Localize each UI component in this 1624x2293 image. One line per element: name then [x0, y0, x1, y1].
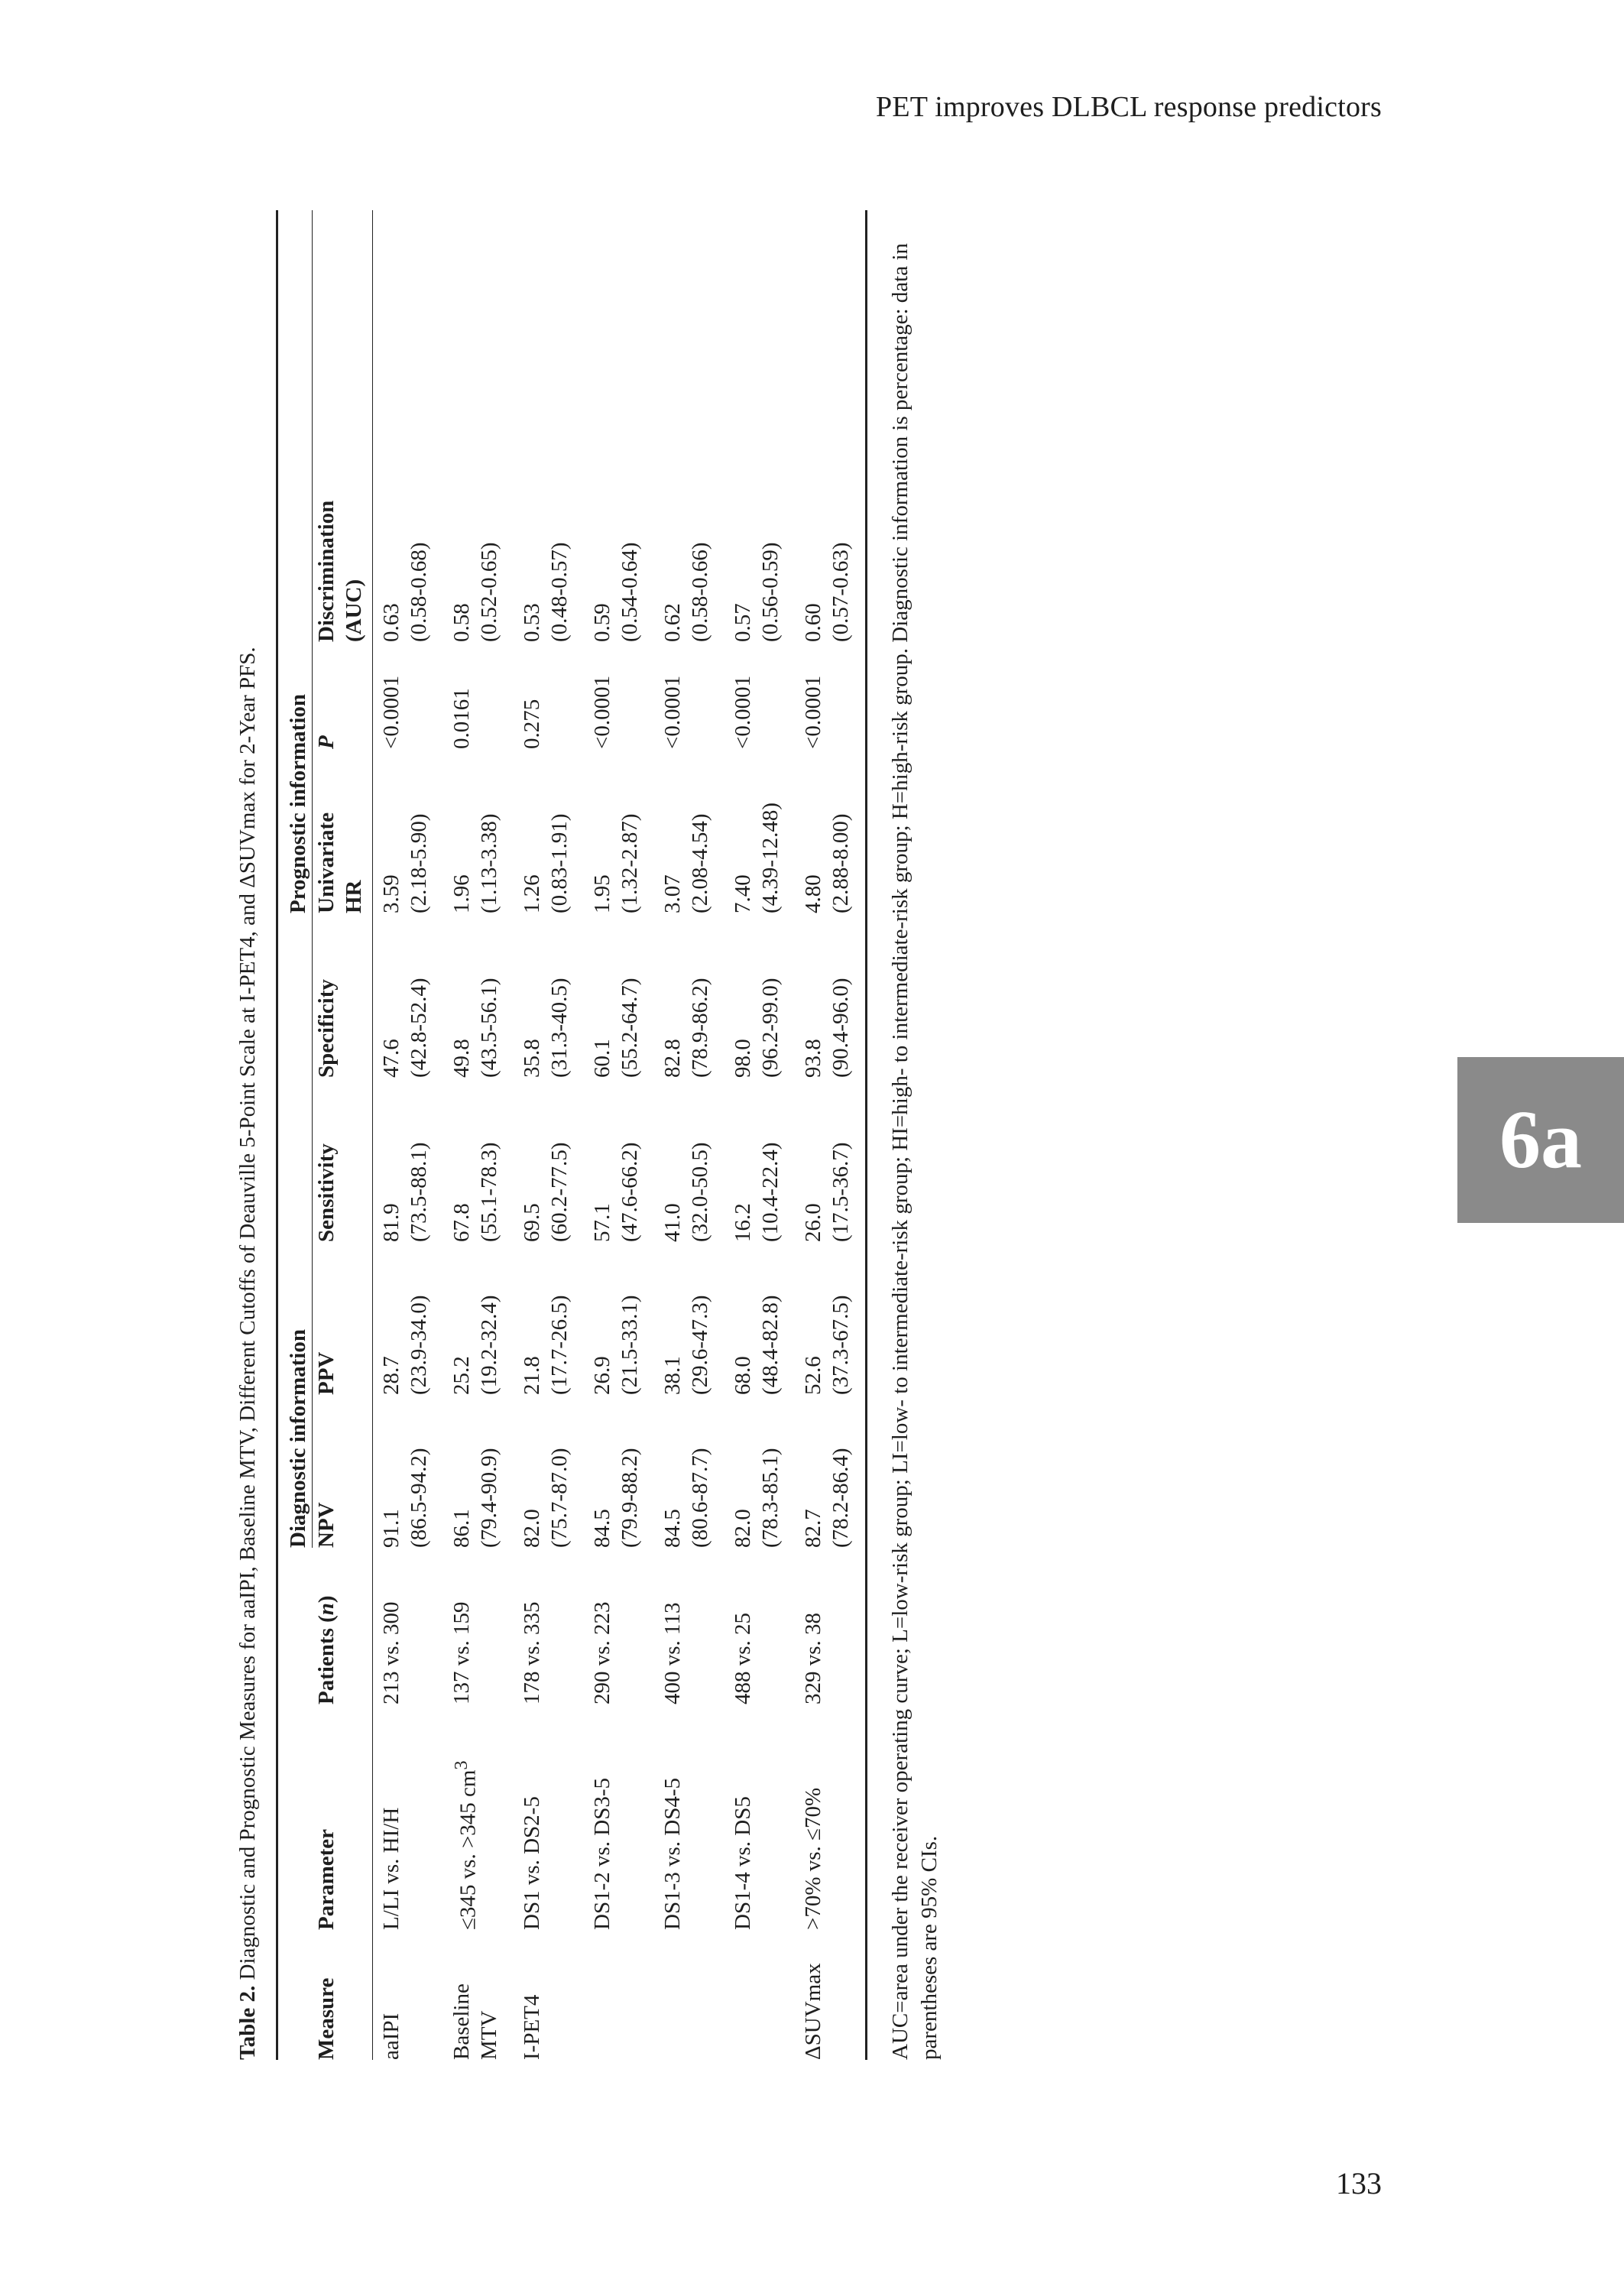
chapter-tab: 6a	[1457, 1057, 1624, 1223]
cell-ppv	[514, 1242, 584, 1395]
group-header-row	[277, 210, 313, 2060]
cell-measure: aaIPI	[379, 2012, 404, 2060]
specificity-value: 47.6	[379, 1039, 404, 1078]
col-header-patients-prefix: Patients (	[313, 1615, 339, 1704]
cell-npv	[654, 1395, 724, 1548]
cell-specificity	[514, 913, 584, 1078]
cell-patients: 488 vs. 25	[731, 1612, 755, 1704]
hr-ci: (2.88-8.00)	[828, 813, 853, 913]
hr-ci: (2.18-5.90)	[407, 813, 431, 913]
cell-patients: 213 vs. 300	[379, 1601, 404, 1704]
hr-value: 7.40	[731, 874, 755, 913]
sensitivity-value: 67.8	[449, 1203, 474, 1242]
table-caption-text: Diagnostic and Prognostic Measures for aaIPI, Baseline MTV, Different Cutoffs of Deauville 5-Point Scale at I-PET4, and ΔSUVmax for 2-Year PFS.	[235, 647, 260, 1986]
sensitivity-value: 16.2	[731, 1203, 755, 1242]
cell-patients: 400 vs. 113	[660, 1602, 685, 1704]
cell-npv	[373, 1395, 444, 1548]
specificity-ci: (31.3-40.5)	[547, 978, 572, 1078]
auc-ci: (0.52-0.65)	[477, 542, 501, 642]
sensitivity-ci: (10.4-22.4)	[758, 1142, 783, 1242]
cell-hr	[584, 749, 654, 913]
ppv-value: 25.2	[449, 1356, 474, 1395]
sensitivity-value: 26.0	[801, 1203, 825, 1242]
col-header-ppv: PPV	[314, 1351, 339, 1395]
col-header-p	[313, 642, 373, 749]
cell-parameter	[443, 1704, 514, 1930]
auc-value: 0.62	[660, 603, 685, 642]
col-header-measure: Measure	[313, 1977, 339, 2060]
col-header-auc-line1: Discrimination	[314, 500, 339, 642]
ppv-ci: (48.4-82.8)	[758, 1295, 783, 1395]
cell-auc	[795, 210, 867, 642]
specificity-ci: (96.2-99.0)	[758, 978, 783, 1078]
auc-ci: (0.54-0.64)	[618, 542, 642, 642]
table-row	[724, 210, 795, 2060]
npv-ci: (78.2-86.4)	[828, 1448, 853, 1548]
cell-npv	[584, 1395, 654, 1548]
cell-auc	[373, 210, 444, 642]
ppv-ci: (17.7-26.5)	[547, 1295, 572, 1395]
cell-npv	[514, 1395, 584, 1548]
auc-value: 0.60	[801, 603, 825, 642]
col-header-hr	[313, 749, 373, 913]
cell-parameter: DS1 vs. DS2-5	[520, 1796, 544, 1930]
cell-measure: Baseline MTV	[449, 1983, 501, 2060]
cell-p: 0.0161	[449, 688, 474, 749]
npv-value: 86.1	[449, 1509, 474, 1548]
cell-sensitivity	[654, 1078, 724, 1242]
cell-ppv	[584, 1242, 654, 1395]
npv-value: 91.1	[379, 1509, 404, 1548]
hr-ci: (2.08-4.54)	[688, 813, 712, 913]
hr-value: 1.95	[590, 874, 614, 913]
group-header-diagnostic: Diagnostic information	[277, 1242, 313, 1548]
hr-ci: (0.83-1.91)	[547, 813, 572, 913]
results-table	[276, 210, 867, 2060]
sensitivity-ci: (73.5-88.1)	[407, 1142, 431, 1242]
cell-sensitivity	[795, 1078, 867, 1242]
cell-p: <0.0001	[731, 675, 755, 749]
hr-value: 4.80	[801, 874, 825, 913]
cell-auc	[724, 210, 795, 642]
cell-hr	[654, 749, 724, 913]
auc-value: 0.63	[379, 603, 404, 642]
ppv-value: 52.6	[801, 1356, 825, 1395]
cell-hr	[795, 749, 867, 913]
hr-ci: (1.13-3.38)	[477, 813, 501, 913]
col-header-auc-line2: (AUC)	[342, 579, 366, 642]
cell-p: <0.0001	[590, 675, 614, 749]
cell-parameter: DS1-2 vs. DS3-5	[590, 1778, 614, 1930]
specificity-ci: (78.9-86.2)	[688, 978, 712, 1078]
cell-parameter: L/LI vs. HI/H	[379, 1807, 404, 1930]
ppv-value: 21.8	[520, 1356, 544, 1395]
col-header-p-label: P	[314, 735, 339, 749]
col-header-patients-suffix: )	[313, 1595, 339, 1604]
cell-patients: 137 vs. 159	[449, 1601, 474, 1704]
auc-value: 0.57	[731, 603, 755, 642]
cell-specificity	[373, 913, 444, 1078]
table-caption-label: Table 2.	[235, 1985, 260, 2060]
hr-ci: (1.32-2.87)	[618, 813, 642, 913]
hr-ci: (4.39-12.48)	[758, 803, 783, 913]
col-header-parameter: Parameter	[313, 1828, 339, 1930]
specificity-value: 93.8	[801, 1039, 825, 1078]
cell-sensitivity	[584, 1078, 654, 1242]
table-row	[584, 210, 654, 2060]
npv-value: 82.0	[520, 1509, 544, 1548]
auc-ci: (0.57-0.63)	[828, 542, 853, 642]
sensitivity-ci: (55.1-78.3)	[477, 1142, 501, 1242]
auc-ci: (0.58-0.66)	[688, 542, 712, 642]
ppv-ci: (21.5-33.1)	[618, 1295, 642, 1395]
page-number: 133	[1336, 2166, 1382, 2201]
cell-specificity	[654, 913, 724, 1078]
ppv-value: 28.7	[379, 1356, 404, 1395]
sensitivity-value: 57.1	[590, 1203, 614, 1242]
auc-value: 0.58	[449, 603, 474, 642]
cell-npv	[724, 1395, 795, 1548]
cell-sensitivity	[514, 1078, 584, 1242]
column-header-row	[313, 210, 373, 2060]
npv-ci: (79.4-90.9)	[477, 1448, 501, 1548]
col-header-patients	[313, 1548, 373, 1704]
table-row	[443, 210, 514, 2060]
hr-value: 3.59	[379, 874, 404, 913]
sensitivity-value: 81.9	[379, 1203, 404, 1242]
auc-value: 0.53	[520, 603, 544, 642]
table-caption	[233, 210, 262, 2060]
cell-ppv	[724, 1242, 795, 1395]
hr-value: 3.07	[660, 874, 685, 913]
ppv-ci: (23.9-34.0)	[407, 1295, 431, 1395]
table-row	[795, 210, 867, 2060]
cell-hr	[514, 749, 584, 913]
sensitivity-value: 41.0	[660, 1203, 685, 1242]
cell-ppv	[373, 1242, 444, 1395]
running-header: PET improves DLBCL response predictors	[876, 91, 1382, 123]
specificity-ci: (55.2-64.7)	[618, 978, 642, 1078]
specificity-value: 35.8	[520, 1039, 544, 1078]
specificity-value: 49.8	[449, 1039, 474, 1078]
cell-measure	[654, 1930, 724, 2060]
specificity-ci: (42.8-52.4)	[407, 978, 431, 1078]
cell-parameter: DS1-3 vs. DS4-5	[660, 1778, 685, 1930]
cell-auc	[654, 210, 724, 642]
ppv-value: 68.0	[731, 1356, 755, 1395]
col-header-specificity: Specificity	[314, 979, 339, 1078]
cell-patients: 290 vs. 223	[590, 1601, 614, 1704]
auc-ci: (0.58-0.68)	[407, 542, 431, 642]
specificity-value: 60.1	[590, 1039, 614, 1078]
cell-hr	[373, 749, 444, 913]
ppv-ci: (19.2-32.4)	[477, 1295, 501, 1395]
col-header-npv: NPV	[314, 1502, 339, 1548]
cell-measure	[724, 1930, 795, 2060]
cell-sensitivity	[443, 1078, 514, 1242]
npv-value: 82.0	[731, 1509, 755, 1548]
col-header-auc	[313, 210, 373, 642]
npv-value: 84.5	[590, 1509, 614, 1548]
npv-ci: (80.6-87.7)	[688, 1448, 712, 1548]
cell-sensitivity	[373, 1078, 444, 1242]
cell-ppv	[443, 1242, 514, 1395]
cell-auc	[514, 210, 584, 642]
sensitivity-value: 69.5	[520, 1203, 544, 1242]
table-row	[373, 210, 444, 2060]
col-header-hr-line1: Univariate	[314, 812, 339, 913]
cell-p: <0.0001	[801, 675, 825, 749]
parameter-superscript: 3	[451, 1760, 472, 1770]
table-row	[514, 210, 584, 2060]
group-header-prognostic: Prognostic information	[277, 210, 313, 913]
npv-ci: (86.5-94.2)	[407, 1448, 431, 1548]
specificity-value: 98.0	[731, 1039, 755, 1078]
cell-p: <0.0001	[660, 675, 685, 749]
ppv-ci: (29.6-47.3)	[688, 1295, 712, 1395]
cell-p: 0.275	[520, 699, 544, 749]
table-footnote: AUC=area under the receiver operating curve; L=low-risk group; LI=low- to intermediate-risk group; HI=high- to intermediate-risk group; H=high-risk group. Diagnostic information is percentage: data in parentheses are 95% CIs.	[888, 243, 942, 2060]
hr-value: 1.26	[520, 874, 544, 913]
cell-measure	[584, 1930, 654, 2060]
npv-ci: (78.3-85.1)	[758, 1448, 783, 1548]
npv-value: 84.5	[660, 1509, 685, 1548]
specificity-value: 82.8	[660, 1039, 685, 1078]
cell-specificity	[795, 913, 867, 1078]
npv-ci: (79.9-88.2)	[618, 1448, 642, 1548]
col-header-patients-n: n	[313, 1603, 339, 1616]
auc-ci: (0.56-0.59)	[758, 542, 783, 642]
npv-value: 82.7	[801, 1509, 825, 1548]
auc-ci: (0.48-0.57)	[547, 542, 572, 642]
rotated-table-block	[233, 210, 951, 2060]
col-header-sensitivity: Sensitivity	[314, 1143, 339, 1242]
sensitivity-ci: (47.6-66.2)	[618, 1142, 642, 1242]
table-row	[654, 210, 724, 2060]
specificity-ci: (90.4-96.0)	[828, 978, 853, 1078]
sensitivity-ci: (32.0-50.5)	[688, 1142, 712, 1242]
cell-measure: ΔSUVmax	[801, 1963, 825, 2060]
cell-patients: 329 vs. 38	[801, 1612, 825, 1704]
cell-specificity	[443, 913, 514, 1078]
cell-p: <0.0001	[379, 675, 404, 749]
ppv-ci: (37.3-67.5)	[828, 1295, 853, 1395]
cell-ppv	[795, 1242, 867, 1395]
cell-hr	[724, 749, 795, 913]
cell-ppv	[654, 1242, 724, 1395]
auc-value: 0.59	[590, 603, 614, 642]
cell-hr	[443, 749, 514, 913]
hr-value: 1.96	[449, 874, 474, 913]
cell-auc	[584, 210, 654, 642]
sensitivity-ci: (60.2-77.5)	[547, 1142, 572, 1242]
cell-parameter: DS1-4 vs. DS5	[731, 1796, 755, 1930]
npv-ci: (75.7-87.0)	[547, 1448, 572, 1548]
cell-specificity	[724, 913, 795, 1078]
cell-specificity	[584, 913, 654, 1078]
cell-patients: 178 vs. 335	[520, 1601, 544, 1704]
cell-parameter: >70% vs. ≤70%	[801, 1787, 825, 1930]
cell-npv	[443, 1395, 514, 1548]
sensitivity-ci: (17.5-36.7)	[828, 1142, 853, 1242]
col-header-hr-line2: HR	[342, 880, 366, 913]
cell-npv	[795, 1395, 867, 1548]
specificity-ci: (43.5-56.1)	[477, 978, 501, 1078]
cell-sensitivity	[724, 1078, 795, 1242]
cell-auc	[443, 210, 514, 642]
ppv-value: 26.9	[590, 1356, 614, 1395]
parameter-text: ≤345 vs. >345 cm	[455, 1769, 481, 1930]
ppv-value: 38.1	[660, 1356, 685, 1395]
cell-measure: I-PET4	[520, 1994, 544, 2060]
